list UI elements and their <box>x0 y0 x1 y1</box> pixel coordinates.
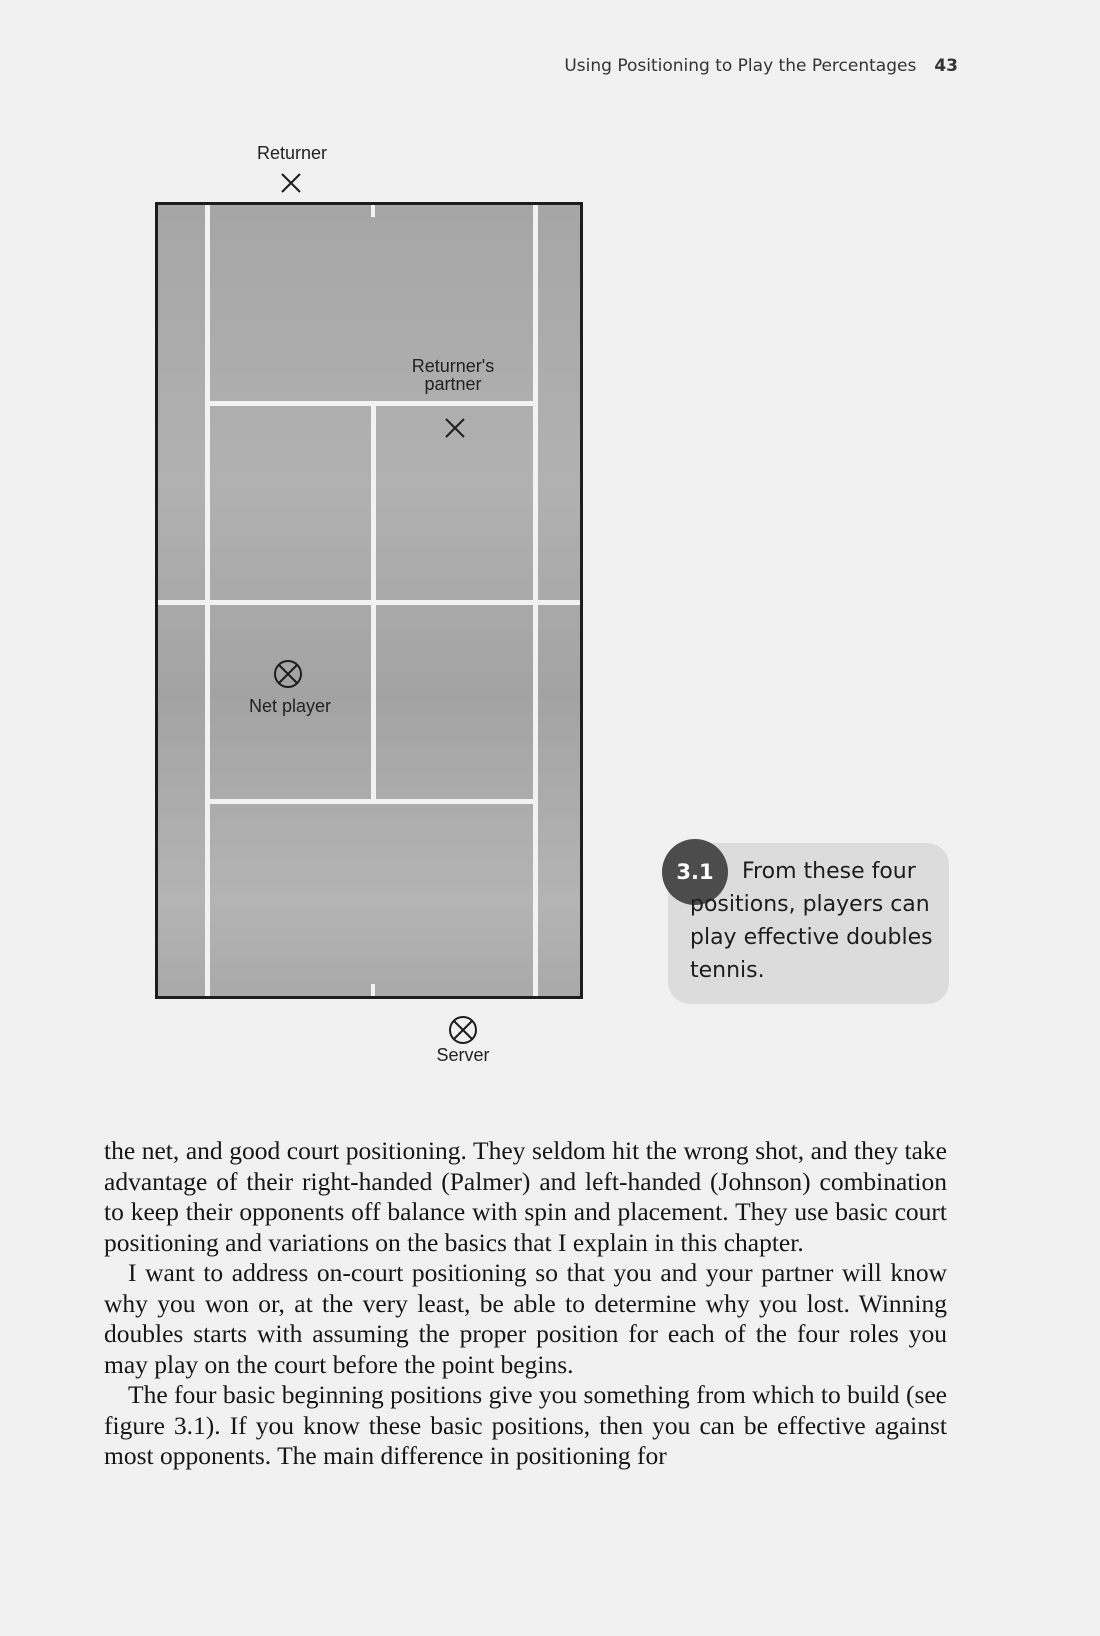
center-service-line <box>371 401 376 804</box>
figure-number-badge: 3.1 <box>662 839 728 905</box>
figure-caption-text: From these four positions, players can play effective doubles tennis. <box>690 859 933 983</box>
net-line <box>158 600 580 605</box>
running-head-title: Using Positioning to Play the Percentages <box>564 56 917 76</box>
returner-x-marker <box>280 172 302 194</box>
body-paragraph-2: I want to address on-court positioning so that you and your partner will know why you won or, at the very least, be able to determine why you lost. Winning doubles starts with assuming the proper position for each of the four roles you may play on the court before the point begins. <box>104 1258 947 1379</box>
label-returner: Returner <box>256 143 328 163</box>
tennis-court-diagram <box>155 202 583 999</box>
figure-caption <box>668 843 949 1004</box>
label-server: Server <box>436 1045 490 1065</box>
top-center-mark <box>371 205 375 217</box>
label-returners-partner: Returner's partner <box>411 356 495 394</box>
bottom-center-mark <box>371 984 375 996</box>
returners-partner-x-marker <box>444 417 466 439</box>
server-circled-x-marker <box>448 1015 478 1045</box>
body-paragraph-1: the net, and good court positioning. They seldom hit the wrong shot, and they take advantage of their right-handed (Palmer) and left-handed (Johnson) combination to keep their opponents off balance with spin and placement. They use basic court positioning and variations on the basics that I explain in this chapter. <box>104 1136 947 1257</box>
body-text <box>104 1136 947 1472</box>
net-player-circled-x-marker <box>273 659 303 689</box>
label-net-player: Net player <box>248 696 332 716</box>
body-paragraph-3: The four basic beginning positions give you something from which to build (see figure 3.1). If you know these basic positions, then you can be effective against most opponents. The main difference in positioning for <box>104 1380 947 1470</box>
page-number: 43 <box>934 56 958 76</box>
